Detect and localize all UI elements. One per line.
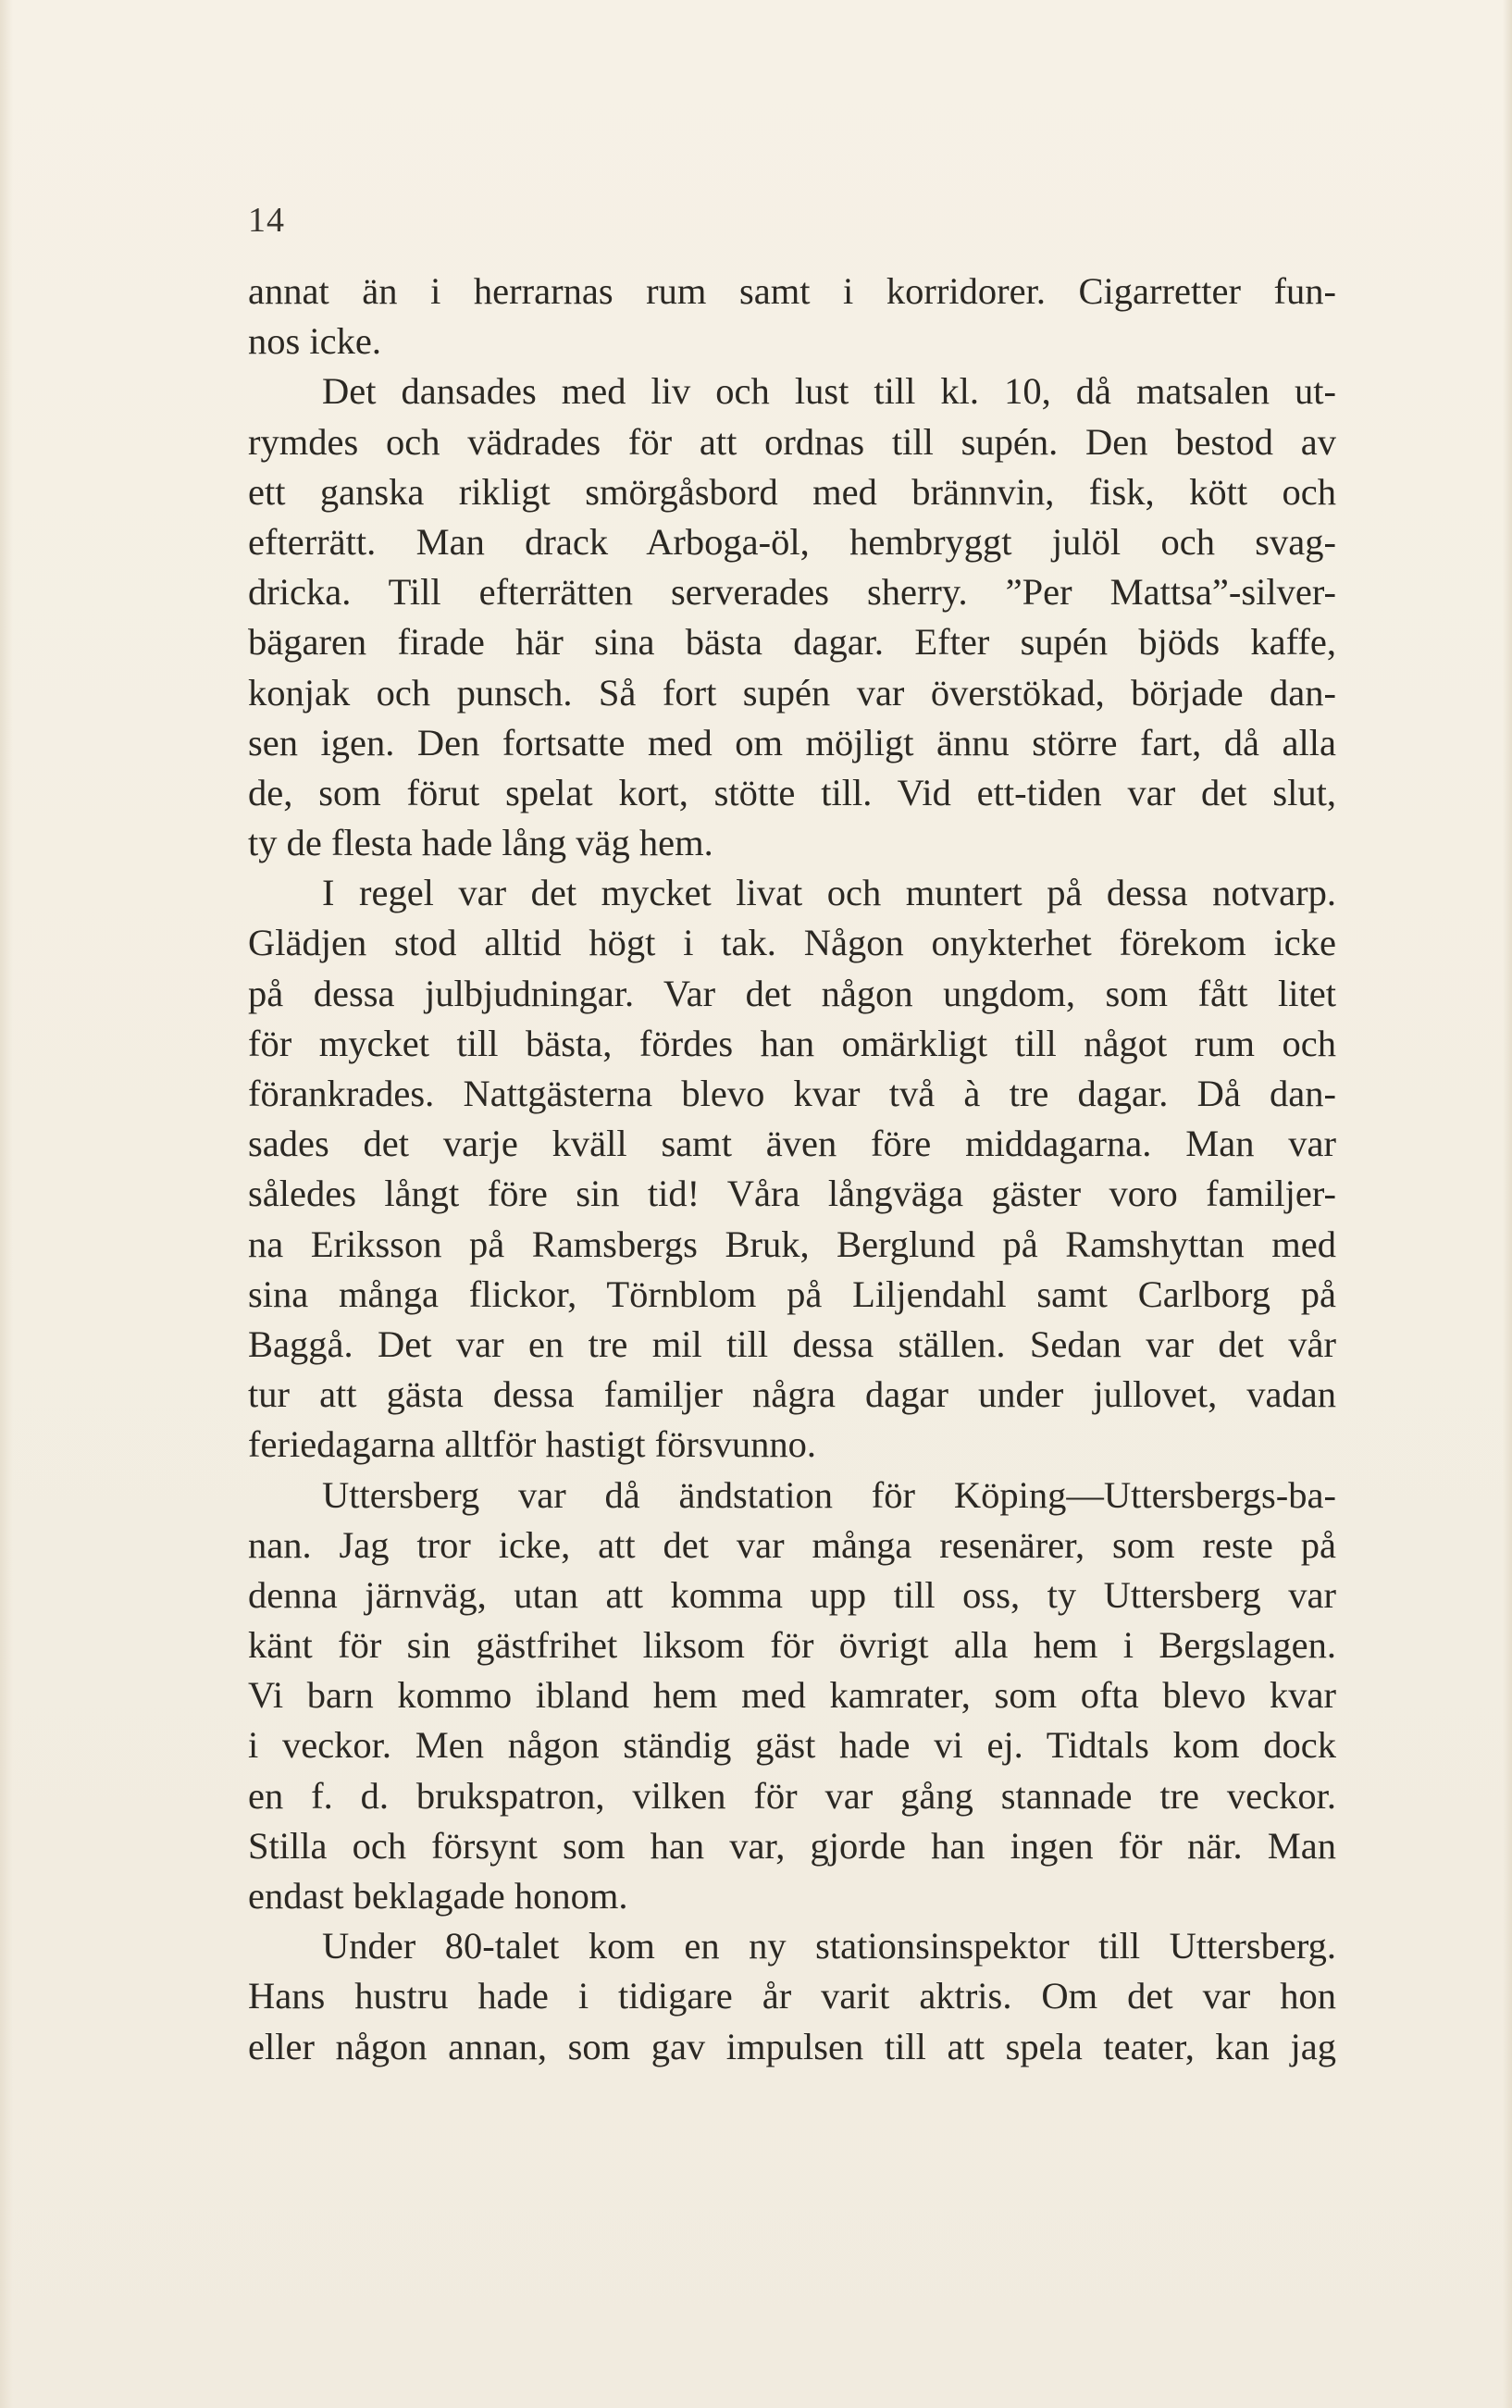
text-line: Det dansades med liv och lust till kl. 10, då matsalen ut- xyxy=(322,370,1336,413)
text-line: de, som förut spelat kort, stötte till. Vid ett-tiden var det slut, xyxy=(248,771,1336,813)
text-line: Baggå. Det var en tre mil till dessa ställen. Sedan var det vår xyxy=(248,1322,1336,1365)
text-line: nan. Jag tror icke, att det var många resenärer, som reste på xyxy=(248,1523,1336,1566)
text-line: endast beklagade honom. xyxy=(248,1875,628,1917)
text-line: ty de flesta hade lång väg hem. xyxy=(248,822,713,864)
text-line: för mycket till bästa, fördes han omärkligt till något rum och xyxy=(248,1022,1336,1064)
text-line: rymdes och vädrades för att ordnas till supén. Den bestod av xyxy=(248,420,1336,463)
text-line: förankrades. Nattgästerna blevo kvar två à tre dagar. Då dan- xyxy=(248,1073,1336,1114)
text-line: na Eriksson på Ramsbergs Bruk, Berglund på Ramshyttan med xyxy=(248,1223,1336,1265)
text-line: ett ganska rikligt smörgåsbord med brännvin, fisk, kött och xyxy=(248,470,1336,513)
text-line: i veckor. Men någon ständig gäst hade vi ej. Tidtals kom dock xyxy=(248,1724,1336,1767)
text-line: nos icke. xyxy=(248,320,381,363)
text-line: Vi barn kommo ibland hem med kamrater, som ofta blevo kvar xyxy=(248,1674,1336,1717)
page-edge-shadow-left xyxy=(0,0,13,2408)
text-line: på dessa julbjudningar. Var det någon ungdom, som fått litet xyxy=(248,972,1336,1014)
text-line: I regel var det mycket livat och muntert på dessa notvarp. xyxy=(322,872,1336,914)
text-line: således långt före sin tid! Våra långväga gäster voro familjer- xyxy=(248,1173,1336,1215)
text-line: eller någon annan, som gav impulsen till att spela teater, kan jag xyxy=(248,2025,1336,2067)
text-line: bägaren firade här sina bästa dagar. Efter supén bjöds kaffe, xyxy=(248,621,1336,664)
text-line: Glädjen stod alltid högt i tak. Någon onykterhet förekom icke xyxy=(248,922,1336,964)
text-line: efterrätt. Man drack Arboga-öl, hembryggt julöl och svag- xyxy=(248,520,1336,563)
page-edge-shadow-right xyxy=(1503,0,1512,2408)
text-line: Uttersberg var då ändstation för Köping—Uttersbergs-ba- xyxy=(322,1473,1336,1516)
page-number: 14 xyxy=(248,201,285,240)
text-line: konjak och punsch. Så fort supén var överstökad, började dan- xyxy=(248,671,1336,714)
text-line: Hans hustru hade i tidigare år varit aktris. Om det var hon xyxy=(248,1975,1336,2017)
text-line: sades det varje kväll samt även före middagarna. Man var xyxy=(248,1123,1336,1165)
text-line: känt för sin gästfrihet liksom för övrigt alla hem i Bergslagen. xyxy=(248,1624,1336,1667)
text-line: en f. d. brukspatron, vilken för var gång stannade tre veckor. xyxy=(248,1774,1336,1817)
text-line: Stilla och försynt som han var, gjorde han ingen för när. Man xyxy=(248,1824,1336,1867)
text-line: dricka. Till efterrätten serverades sherry. ”Per Mattsa”-silver- xyxy=(248,571,1336,614)
text-line: sen igen. Den fortsatte med om möjligt ännu större fart, då alla xyxy=(248,721,1336,763)
text-line: tur att gästa dessa familjer några dagar under jullovet, vadan xyxy=(248,1373,1336,1416)
text-line: denna järnväg, utan att komma upp till oss, ty Uttersberg var xyxy=(248,1573,1336,1616)
text-line: sina många flickor, Törnblom på Liljendahl samt Carlborg på xyxy=(248,1272,1336,1315)
text-line: annat än i herrarnas rum samt i korridorer. Cigarretter fun- xyxy=(248,270,1336,312)
text-line: Under 80-talet kom en ny stationsinspektor till Uttersberg. xyxy=(322,1925,1336,1967)
body-text xyxy=(248,267,1336,2072)
text-line: feriedagarna alltför hastigt försvunno. xyxy=(248,1423,817,1466)
